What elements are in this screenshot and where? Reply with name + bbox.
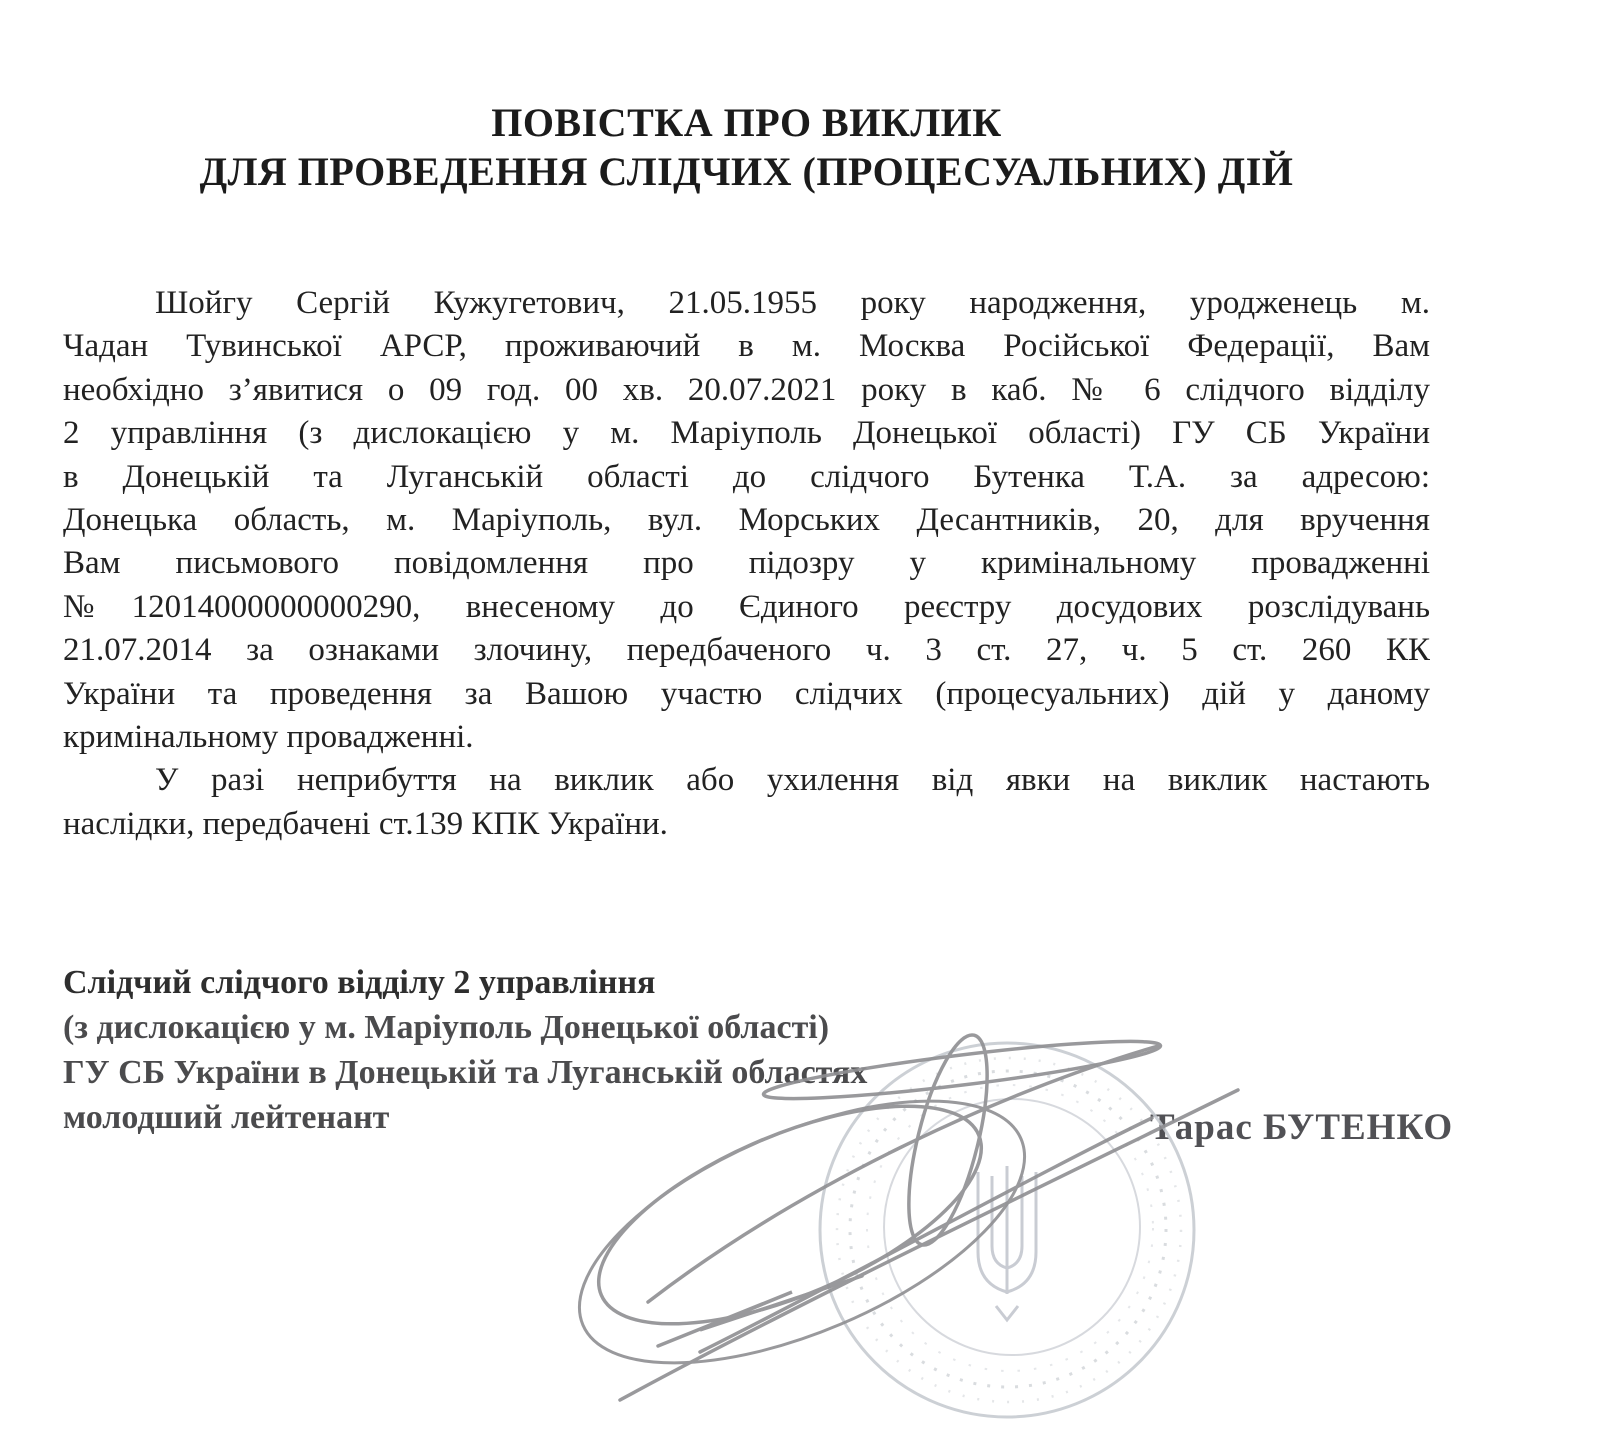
- body-line: кримінальному провадженні.: [63, 718, 474, 755]
- body-line: наслідки, передбачені ст.139 КПК України.: [63, 805, 668, 842]
- document-body: [63, 282, 1430, 846]
- body-line: в Донецькій та Луганській області до слідчого Бутенка Т.А. за адресою:: [63, 458, 1430, 495]
- signature-block: [63, 960, 867, 1140]
- trident-icon: [978, 1166, 1036, 1320]
- document-title-line1: ПОВІСТКА ПРО ВИКЛИК: [491, 100, 1002, 145]
- signer-role-line: (з дислокацією у м. Маріуполь Донецької області): [63, 1009, 830, 1046]
- document-title: [63, 98, 1430, 196]
- document-title-line2: ДЛЯ ПРОВЕДЕННЯ СЛІДЧИХ (ПРОЦЕСУАЛЬНИХ) ДІЙ: [199, 149, 1294, 194]
- body-line: Донецька область, м. Маріуполь, вул. Морських Десантників, 20, для вручення: [63, 501, 1430, 538]
- body-line: 2 управління (з дислокацією у м. Маріуполь Донецької області) ГУ СБ України: [63, 415, 1430, 452]
- signer-name: Тарас БУТЕНКО: [1150, 1107, 1454, 1148]
- signer-role-line: Слідчий слідчого відділу 2 управління: [63, 964, 656, 1001]
- body-line: необхідно з’явитися о 09 год. 00 хв. 20.07.2021 року в каб. № 6 слідчого відділу: [63, 371, 1430, 408]
- body-line: Вам письмового повідомлення про підозру у кримінальному провадженні: [63, 545, 1430, 582]
- body-line: Шойгу Сергій Кужугетович, 21.05.1955 року народження, уродженець м.: [155, 285, 1430, 321]
- signer-role-line: молодший лейтенант: [63, 1099, 390, 1136]
- body-line: 21.07.2014 за ознаками злочину, передбаченого ч. 3 ст. 27, ч. 5 ст. 260 КК: [63, 632, 1430, 669]
- round-seal-stamp: [820, 1043, 1194, 1417]
- body-line: України та проведення за Вашою участю слідчих (процесуальних) дій у даному: [63, 675, 1430, 712]
- body-line: Чадан Тувинської АРСР, проживаючий в м. Москва Російської Федерації, Вам: [63, 328, 1430, 365]
- signer-role-line: ГУ СБ України в Донецькій та Луганській областях: [63, 1054, 868, 1091]
- body-line: У разі неприбуття на виклик або ухилення від явки на виклик настають: [155, 762, 1430, 799]
- body-line: №12014000000000290, внесеному до Єдиного реєстру досудових розслідувань: [63, 588, 1430, 625]
